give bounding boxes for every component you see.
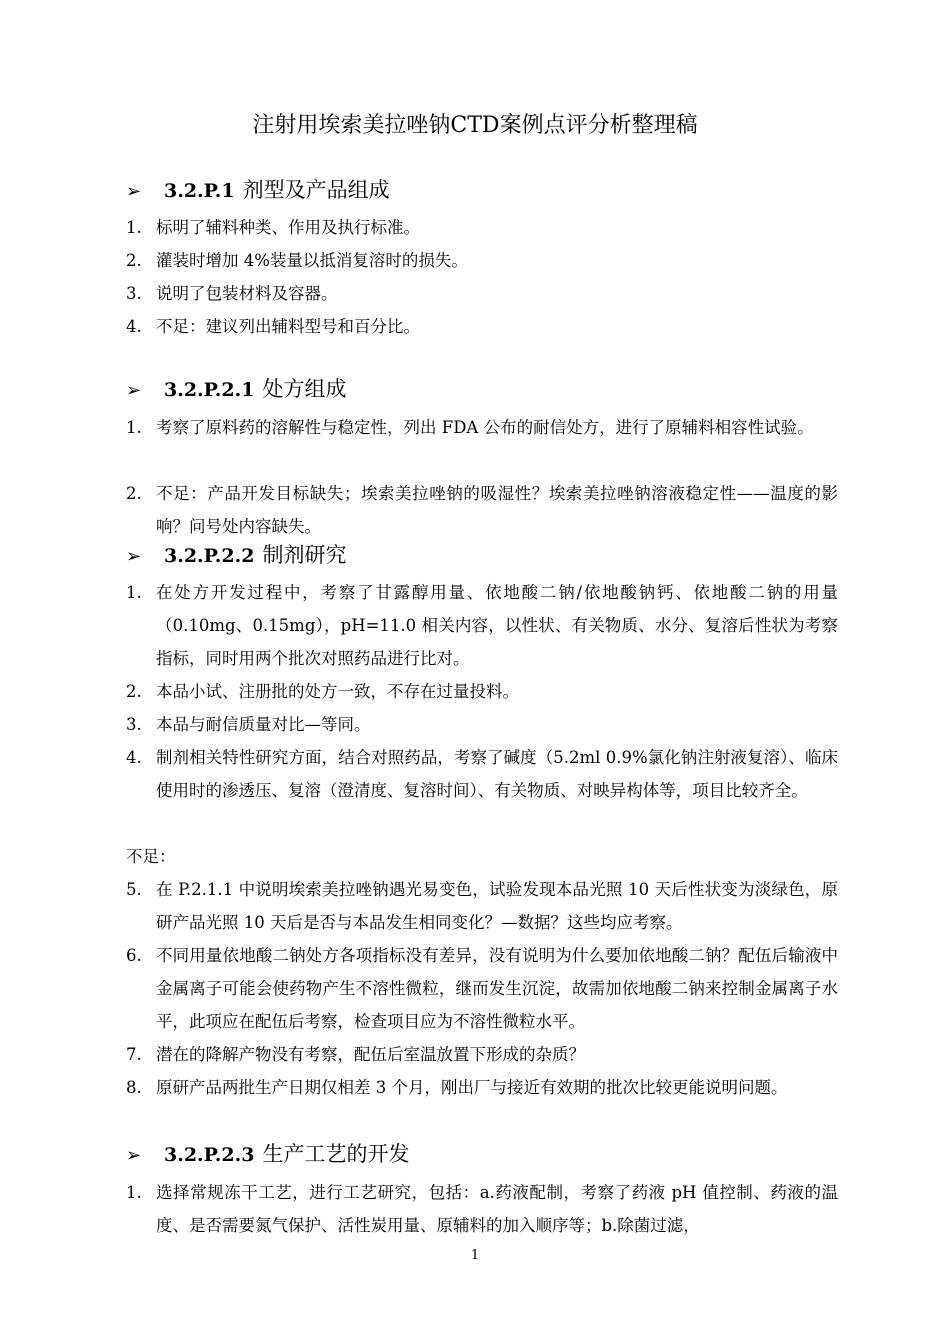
list-item <box>126 1071 838 1104</box>
item-number: 1. <box>126 418 142 437</box>
section-heading-p22 <box>126 539 346 571</box>
list-item <box>126 576 838 675</box>
list-item <box>126 477 838 543</box>
section-name: 生产工艺的开发 <box>262 1142 410 1166</box>
list-item <box>126 244 838 277</box>
item-text: 本品与耐信质量对比—等同。 <box>156 715 371 734</box>
arrow-bullet-icon: ➢ <box>126 1145 142 1166</box>
list-item <box>126 277 838 310</box>
deficiency-label: 不足： <box>126 847 176 866</box>
section-name: 处方组成 <box>262 377 347 401</box>
page-number: 1 <box>470 1248 480 1263</box>
list-item <box>126 211 838 244</box>
list-item <box>126 708 838 741</box>
list-item <box>126 741 838 807</box>
item-text: 标明了辅料种类、作用及执行标准。 <box>156 218 420 237</box>
item-text: 本品小试、注册批的处方一致，不存在过量投料。 <box>156 682 519 701</box>
item-text: 制剂相关特性研究方面，结合对照药品，考察了碱度（5.2ml 0.9%氯化钠注射液复溶）、临床使用时的渗透压、复溶（澄清度、复溶时间）、有关物质、对映异构体等，项目比较齐全。 <box>156 748 838 800</box>
item-number: 1. <box>126 218 142 237</box>
item-text: 在 P.2.1.1 中说明埃索美拉唑钠遇光易变色，试验发现本品光照 10 天后性状变为淡绿色，原研产品光照 10 天后是否与本品发生相同变化？—数据？这些均应考察。 <box>156 880 838 932</box>
item-text: 不足：建议列出辅料型号和百分比。 <box>156 317 420 336</box>
arrow-bullet-icon: ➢ <box>126 181 142 202</box>
item-number: 3. <box>126 715 142 734</box>
section-number: 3.2.P.2.3 <box>164 1144 255 1166</box>
section-heading-p21 <box>126 373 346 405</box>
item-number: 8. <box>126 1078 142 1097</box>
item-number: 2. <box>126 251 142 270</box>
item-number: 2. <box>126 682 142 701</box>
item-number: 7. <box>126 1045 142 1064</box>
section-number: 3.2.P.2.2 <box>164 545 255 567</box>
list-item <box>126 1038 838 1071</box>
list-item <box>126 1176 838 1242</box>
item-text: 选择常规冻干工艺，进行工艺研究，包括：a.药液配制，考察了药液 pH 值控制、药液的温度、是否需要氮气保护、活性炭用量、原辅料的加入顺序等；b.除菌过滤， <box>156 1183 838 1235</box>
arrow-bullet-icon: ➢ <box>126 380 142 401</box>
section-name: 制剂研究 <box>262 543 347 567</box>
arrow-bullet-icon: ➢ <box>126 546 142 567</box>
document-title: 注射用埃索美拉唑钠CTD案例点评分析整理稿 <box>252 113 698 138</box>
item-number: 1. <box>126 583 142 602</box>
item-text: 考察了原料药的溶解性与稳定性，列出 FDA 公布的耐信处方，进行了原辅料相容性试验。 <box>156 418 814 437</box>
list-item <box>126 939 838 1038</box>
list-item <box>126 873 838 939</box>
section-name: 剂型及产品组成 <box>242 178 390 202</box>
item-text: 说明了包装材料及容器。 <box>156 284 338 303</box>
item-number: 3. <box>126 284 142 303</box>
item-number: 5. <box>126 880 142 899</box>
item-text: 潜在的降解产物没有考察，配伍后室温放置下形成的杂质？ <box>156 1045 585 1064</box>
item-number: 4. <box>126 317 142 336</box>
item-number: 1. <box>126 1183 142 1202</box>
item-text: 不同用量依地酸二钠处方各项指标没有差异，没有说明为什么要加依地酸二钠？配伍后输液中金属离子可能会使药物产生不溶性微粒，继而发生沉淀，故需加依地酸二钠来控制金属离子水平，此项应在配伍后考察，检查项目应为不溶性微粒水平。 <box>156 946 838 1031</box>
list-item <box>126 411 838 444</box>
item-text: 在处方开发过程中，考察了甘露醇用量、依地酸二钠/依地酸钠钙、依地酸二钠的用量（0.10mg、0.15mg），pH=11.0 相关内容，以性状、有关物质、水分、复溶后性状为考察指标，同时用两个批次对照药品进行比对。 <box>156 583 838 668</box>
list-item <box>126 310 838 343</box>
item-text: 灌装时增加 4%装量以抵消复溶时的损失。 <box>156 251 468 270</box>
section-number: 3.2.P.2.1 <box>164 379 255 401</box>
section-number: 3.2.P.1 <box>164 180 235 202</box>
item-number: 6. <box>126 946 142 965</box>
item-text: 不足：产品开发目标缺失；埃索美拉唑钠的吸湿性？埃索美拉唑钠溶液稳定性——温度的影响？问号处内容缺失。 <box>156 484 838 536</box>
item-text: 原研产品两批生产日期仅相差 3 个月，刚出厂与接近有效期的批次比较更能说明问题。 <box>156 1078 788 1097</box>
item-number: 4. <box>126 748 142 767</box>
list-item <box>126 675 838 708</box>
section-heading-p1 <box>126 174 390 206</box>
item-number: 2. <box>126 484 142 503</box>
section-heading-p23 <box>126 1138 409 1170</box>
